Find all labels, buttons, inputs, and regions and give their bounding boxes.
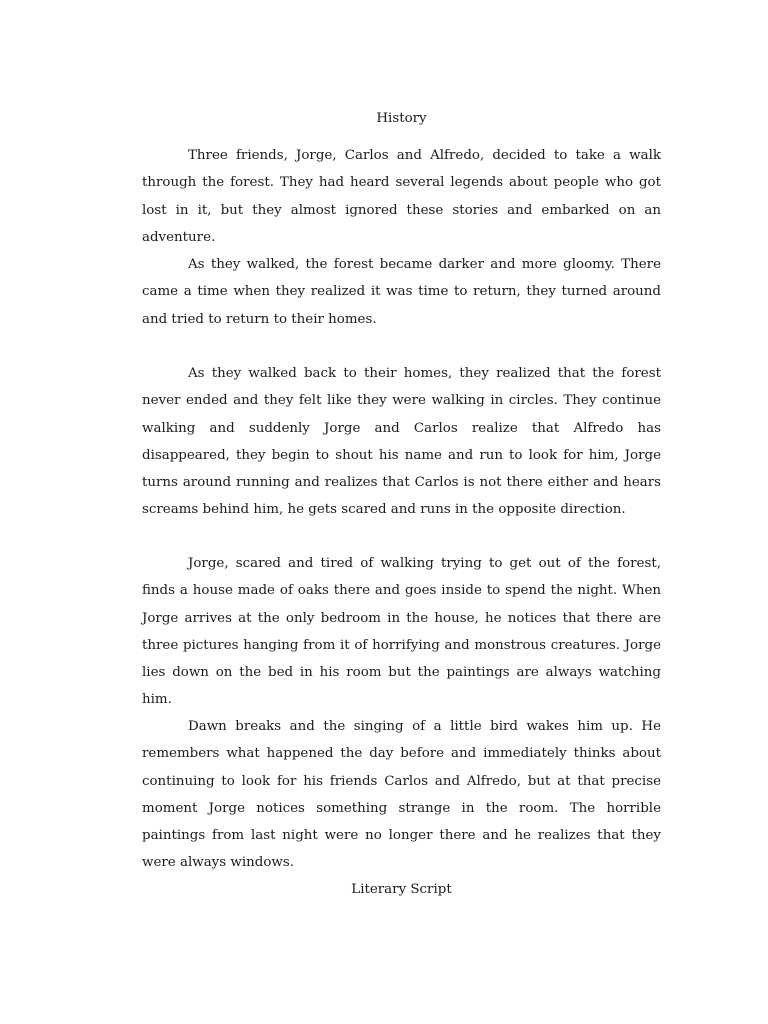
section-heading: Literary Script bbox=[351, 882, 452, 897]
page-title: History bbox=[376, 111, 427, 126]
paragraph-1: Three friends, Jorge, Carlos and Alfredo, decided to take a walk through the forest. They had heard several legends about people who got lost in it, but they almost ignored these stories and embarked on an adventure. bbox=[142, 148, 661, 245]
paragraph-4: Jorge, scared and tired of walking trying to get out of the forest, finds a house made of oaks there and goes inside to spend the night. When Jorge arrives at the only bedroom in the house, he notices that there are three pictures hanging from it of horrifying and monstrous creatures. Jorge lies down on the bed in his room but the paintings are always watching him. bbox=[142, 556, 661, 708]
paragraph-2: As they walked, the forest became darker and more gloomy. There came a time when they realized it was time to return, they turned around and tried to return to their homes. bbox=[142, 257, 661, 327]
paragraph-5: Dawn breaks and the singing of a little bird wakes him up. He remembers what happened the day before and immediately thinks about continuing to look for his friends Carlos and Alfredo, but at that precise moment Jorge notices something strange in the room. The horrible paintings from last night were no longer there and he realizes that they were always windows. bbox=[142, 719, 661, 871]
paragraph-3: As they walked back to their homes, they realized that the forest never ended and they felt like they were walking in circles. They continue walking and suddenly Jorge and Carlos realize that Alfredo has disappeared, they begin to shout his name and run to look for him, Jorge turns around running and realizes that Carlos is not there either and hears screams behind him, he gets scared and runs in the opposite direction. bbox=[142, 366, 661, 518]
